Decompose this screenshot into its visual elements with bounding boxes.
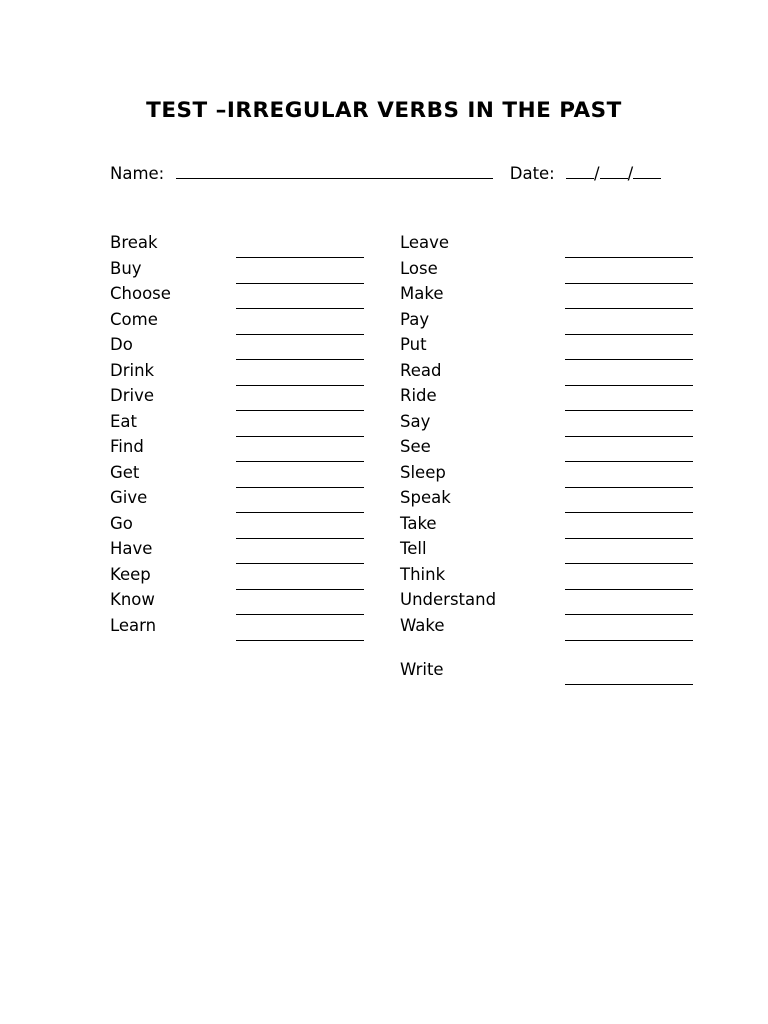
answer-blank[interactable] — [236, 385, 364, 386]
answer-blank[interactable] — [565, 334, 693, 335]
verb-label: Choose — [110, 284, 171, 303]
date-month-field[interactable] — [600, 164, 628, 179]
answer-blank[interactable] — [236, 512, 364, 513]
answer-blank[interactable] — [565, 563, 693, 564]
answer-blank[interactable] — [565, 436, 693, 437]
answer-blank[interactable] — [236, 461, 364, 462]
answer-blank[interactable] — [565, 589, 693, 590]
answer-blank[interactable] — [236, 410, 364, 411]
answer-blank[interactable] — [565, 538, 693, 539]
verb-label: Go — [110, 513, 133, 533]
name-label: Name: — [110, 164, 165, 183]
verb-label: Come — [110, 309, 158, 329]
answer-blank[interactable] — [565, 308, 693, 309]
verb-label: Speak — [400, 488, 451, 507]
page-title: TEST –IRREGULAR VERBS IN THE PAST — [146, 98, 622, 123]
answer-blank[interactable] — [565, 283, 693, 284]
verb-label: Read — [400, 360, 442, 380]
verb-label: Leave — [400, 233, 450, 252]
name-field[interactable] — [176, 164, 493, 179]
verb-label: Make — [400, 284, 444, 303]
date-separator: / — [594, 164, 600, 183]
verb-label: See — [400, 437, 431, 456]
answer-blank[interactable] — [565, 257, 693, 258]
answer-blank[interactable] — [236, 589, 364, 590]
verb-label: Write — [400, 660, 444, 679]
answer-blank[interactable] — [236, 283, 364, 284]
answer-blank[interactable] — [236, 334, 364, 335]
answer-blank[interactable] — [236, 487, 364, 488]
verb-label: Tell — [400, 539, 427, 558]
answer-blank[interactable] — [565, 461, 693, 462]
answer-blank[interactable] — [236, 640, 364, 641]
answer-blank[interactable] — [565, 512, 693, 513]
verb-label: Learn — [110, 615, 157, 635]
verb-label: Get — [110, 462, 140, 482]
answer-blank[interactable] — [236, 436, 364, 437]
verb-label: Put — [400, 335, 427, 354]
date-label: Date: — [509, 164, 555, 183]
verb-label: Drive — [110, 386, 154, 405]
verb-label: Pay — [400, 309, 430, 329]
verb-label: Drink — [110, 360, 155, 380]
answer-blank[interactable] — [565, 614, 693, 615]
verb-label: Understand — [400, 590, 497, 609]
verb-label: Give — [110, 488, 148, 507]
answer-blank[interactable] — [236, 563, 364, 564]
answer-blank[interactable] — [236, 359, 364, 360]
answer-blank[interactable] — [565, 359, 693, 360]
date-separator: / — [627, 164, 634, 183]
verb-label: Find — [110, 437, 144, 456]
answer-blank[interactable] — [565, 684, 693, 685]
answer-blank[interactable] — [236, 538, 364, 539]
answer-blank[interactable] — [236, 614, 364, 615]
verb-label: Sleep — [400, 462, 446, 482]
answer-blank[interactable] — [565, 487, 693, 488]
verb-label: Buy — [110, 258, 142, 278]
verb-label: Say — [400, 411, 431, 431]
verb-label: Lose — [400, 258, 438, 278]
verb-label: Eat — [110, 411, 138, 431]
answer-blank[interactable] — [565, 640, 693, 641]
date-day-field[interactable] — [566, 164, 594, 179]
answer-blank[interactable] — [565, 410, 693, 411]
verb-label: Break — [110, 233, 158, 252]
verb-label: Ride — [400, 386, 437, 405]
date-year-field[interactable] — [633, 164, 661, 179]
answer-blank[interactable] — [565, 385, 693, 386]
name-date-row — [110, 164, 661, 183]
verb-label: Think — [400, 564, 446, 584]
verb-label: Have — [110, 539, 153, 558]
verb-label: Wake — [400, 615, 445, 635]
verb-label: Keep — [110, 564, 151, 584]
verb-label: Do — [110, 335, 133, 354]
answer-blank[interactable] — [236, 257, 364, 258]
verb-label: Know — [110, 590, 155, 609]
verb-label: Take — [400, 513, 437, 533]
answer-blank[interactable] — [236, 308, 364, 309]
